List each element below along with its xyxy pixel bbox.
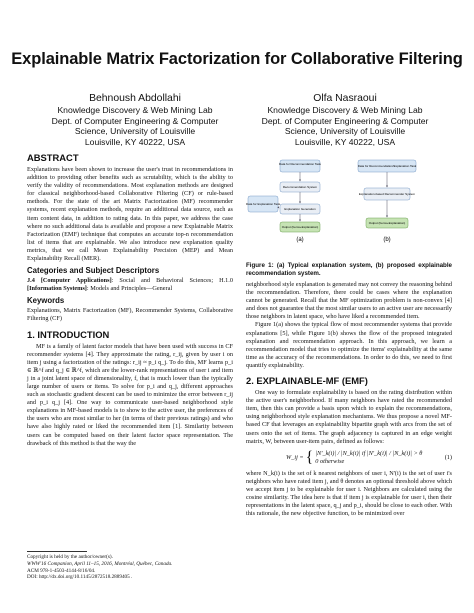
box-label: Recommendation System (282, 185, 318, 189)
categories-text (27, 277, 233, 293)
box-label: Data for Explanation Task (246, 202, 281, 206)
equation-case: 0 otherwise (315, 457, 345, 465)
author-affiliation: Science, University of Louisville (284, 126, 406, 137)
footnote-line: WWW'16 Companion, April 11–15, 2016, Montréal, Québec, Canada. (27, 560, 173, 567)
category-desc: : Models and Principles—General (86, 285, 173, 293)
footnote-line: ACM 978-1-4503-4144-8/16/04. (27, 567, 96, 574)
intro-heading: 1. INTRODUCTION (27, 328, 110, 340)
author-affiliation: Science, University of Louisville (74, 126, 196, 137)
right-column (246, 281, 452, 518)
abstract-heading: ABSTRACT (27, 152, 79, 163)
box-label: Output (Items+Explanation) (281, 225, 319, 229)
categories-heading: Categories and Subject Descriptors (27, 266, 160, 276)
category-term: [Information Systems] (27, 285, 87, 293)
box-label: Explanation Generation (284, 207, 316, 211)
equation-brace: { (305, 448, 314, 466)
keywords-text: Explanations, Matrix Factorization (MF), Recommender Systems, Collaborative Filtering (CF) (27, 307, 233, 323)
author-name: Olfa Nasraoui (313, 93, 377, 104)
emf-heading: 2. EXPLAINABLE-MF (EMF) (246, 375, 368, 387)
box-label: Explanation-based Recommender System (358, 192, 416, 196)
equation-number: (1) (444, 453, 452, 461)
author-block-2 (240, 93, 450, 147)
equation-lhs: W_ij = (286, 453, 304, 461)
footnote-rule (27, 551, 87, 552)
author-affiliation: Dept. of Computer Engineering & Computer (51, 115, 219, 126)
author-block-1 (30, 93, 240, 147)
subfigure-label: (b) (383, 237, 391, 243)
abstract-text: Explanations have been shown to increase the user's trust in recommendations in addition to providing other benefits such as scrutability, which is the ability to verify the validity of recommendations. Most explanation methods are designed for classical neighborhood-based Collaborative Filtering (CF) or rule-based methods. For the state of the art Matrix Factorization (MF) recommender systems, recent explanation methods, require an additional data source, such as item content data, in addition to rating data. In this paper, we address the case where no such additional data is available and propose a new Explainable Matrix Factorization (EMF) technique that computes an accurate top-n recommendation list of items that are explainable. We also introduce new explanation quality metrics, that we call Mean Explainability Precision (MEP) and Mean Explainability Recall (MER). (27, 166, 233, 263)
body-paragraph: Figure 1(a) shows the typical flow of most recommender systems that provide explanations [5], while Figure 1(b) shows the flow of the proposed integrated explanation and recommendation approach. In this approach, we learn a recommendation model that tries to optimize the items' explainability at the same time as the accuracy of the recommendations. In order to do this, we need to first quantify explainability. (246, 321, 452, 369)
copyright-footnote (27, 548, 233, 581)
author-affiliation: Knowledge Discovery & Web Mining Lab (267, 105, 423, 115)
equation-cases (315, 450, 422, 466)
footnote-line: Copyright is held by the author/owner(s). (27, 554, 113, 560)
footnote-line: DOI: http://dx.doi.org/10.1145/2872518.2889405 . (27, 574, 133, 581)
author-address: Louisville, KY 40222, USA (294, 136, 396, 147)
category-term: J.4 [Computer Applications] (27, 277, 112, 285)
equation-case: |N'_k(i)| / |N_k(i)| if |N'_k(i)| / |N_k(i)| > θ (315, 449, 423, 457)
body-paragraph: One way to formulate explainability is based on the rating distribution within the active user's neighborhood. If many neighbors have rated the recommended item, then this can provide a basis upon which to explain the recommendations, using neighborhood style explanation mechanisms. We thus propose a novel MF-based CF that leverages an explainability bipartite graph with arcs from the set of users onto the set of items. The graph adjacency is captured in an edge weight matrix, W, between user-item pairs, defined as follows: (246, 389, 452, 445)
author-affiliation: Knowledge Discovery & Web Mining Lab (57, 105, 213, 115)
author-address: Louisville, KY 40222, USA (84, 136, 186, 147)
box-label: Data for Recommendation Task (279, 162, 321, 166)
body-paragraph: where N_k(i) is the set of k nearest neighbors of user i, N'(i) is the set of user i's neighbors who have rated item j, and θ denotes an optional threshold above which we accept item j to be explainable for user i. Neighbors are calculated using the cosine similarity. The idea here is that if item j is explainable for user i, then their representations in the latent space, q_j and p_i, should be close to each other. With this rationale, the new objective function, to be minimized over (246, 469, 452, 518)
body-paragraph: neighborhood style explanation is generated may not convey the reasoning behind the recommendation. Therefore, there could be cases where the explanation cannot be generated. Recall that the MF optimization problem is non-convex [4] and does not guarantee that the most similar users to an active user are necessarily those neighbors in latent space, who have liked a recommended item. (246, 281, 452, 321)
equation-1 (246, 450, 452, 466)
figure-caption: Figure 1: (a) Typical explanation system, (b) proposed explainable recommendation system. (246, 262, 452, 277)
left-column (27, 152, 233, 448)
box-label: Output (Items+Explanation) (368, 221, 406, 225)
panel-b (358, 160, 417, 243)
subfigure-label: (a) (296, 237, 304, 243)
category-desc: : Social and Behavioral Sciences; H.1.0 (111, 277, 233, 285)
keywords-heading: Keywords (27, 296, 65, 306)
author-name: Behnoush Abdollahi (89, 93, 181, 104)
figure-diagram (246, 152, 452, 260)
author-affiliation: Dept. of Computer Engineering & Computer (261, 115, 429, 126)
intro-text: MF is a family of latent factor models that have been used with success in CF recommender systems [4]. They approximate the rating, r_ij, given by user i on item j using a factorization of the ratings: r_ij ≈ p_i q_j. To do this, MF learns p_i ∈ ℝ^f and q_j ∈ ℝ^f, which are the lower-rank representations of user i and item j in a joint latent space of dimensionality, f, that is much lower than the typically large number of users or items. To solve for p_i and q_j, different approaches such as stochastic gradient descent can be used to minimize the error between r_ij and p_i q_j [4]. One way to communicate user-based neighborhood style explanations in MF-based models is to show to the active user, the preferences of the users who are most similar to her (in terms of their previous ratings) and who have also highly rated or liked the recommended item [1]. Similarity between users can be computed based on their latent factor space representation. The drawback of this method is that the way the (27, 342, 233, 447)
panel-a (246, 160, 321, 243)
box-label: Data for Recommendation/Explanation Task (357, 164, 417, 168)
figure-1 (246, 152, 452, 260)
paper-title: Explainable Matrix Factorization for Collaborative Filtering (11, 50, 463, 68)
